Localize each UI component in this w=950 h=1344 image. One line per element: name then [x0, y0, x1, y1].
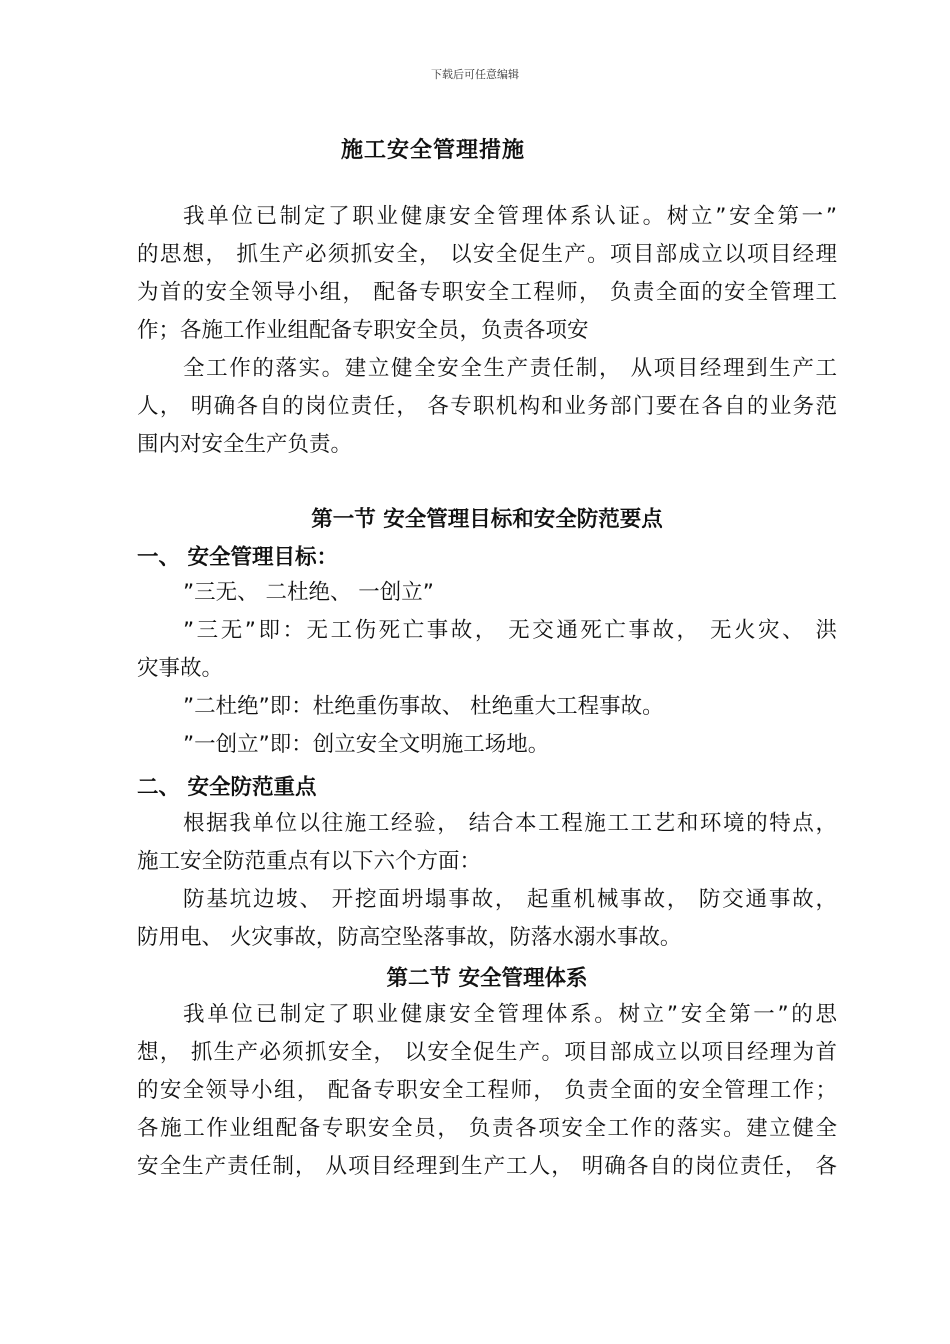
- document-title: 施工安全管理措施: [340, 138, 525, 163]
- goal-line: ”三无”即：无工伤死亡事故， 无交通死亡事故， 无火灾、 洪: [183, 618, 837, 643]
- section2-line: 的安全领导小组， 配备专职安全工程师， 负责全面的安全管理工作；: [137, 1078, 837, 1103]
- section1-title: 第一节 安全管理目标和安全防范要点: [311, 507, 663, 532]
- intro-line: 作；各施工作业组配备专职安全员，负责各项安: [137, 318, 589, 343]
- section2-line: 我单位已制定了职业健康安全管理体系。树立”安全第一”的思: [183, 1002, 837, 1027]
- intro-line: 全工作的落实。建立健全安全生产责任制， 从项目经理到生产工: [183, 356, 837, 381]
- intro-line: 围内对安全生产负责。: [137, 432, 353, 457]
- goal-line: ”二杜绝”即：杜绝重伤事故、 杜绝重大工程事故。: [183, 694, 664, 719]
- focus-paragraph: [137, 805, 837, 957]
- section2-line: 各施工作业组配备专职安全员， 负责各项安全工作的落实。建立健全: [137, 1116, 837, 1141]
- goal-line: 灾事故。: [137, 656, 224, 681]
- focus-line: 根据我单位以往施工经验， 结合本工程施工工艺和环境的特点，: [183, 811, 837, 836]
- intro-line: 人， 明确各自的岗位责任， 各专职机构和业务部门要在各自的业务范: [137, 394, 837, 419]
- intro-line: 的思想， 抓生产必须抓安全， 以安全促生产。项目部成立以项目经理: [137, 242, 837, 267]
- focus-line: 施工安全防范重点有以下六个方面：: [137, 849, 482, 874]
- focus-line: 防基坑边坡、 开挖面坍塌事故， 起重机械事故， 防交通事故，: [183, 887, 837, 912]
- goals-list: [137, 574, 837, 764]
- section2-title: 第二节 安全管理体系: [386, 966, 588, 991]
- section1-heading-goals: 一、 安全管理目标：: [137, 545, 338, 570]
- intro-line: 为首的安全领导小组， 配备专职安全工程师， 负责全面的安全管理工: [137, 280, 837, 305]
- focus-line: 防用电、 火灾事故，防高空坠落事故，防落水溺水事故。: [137, 925, 682, 950]
- header-note: 下载后可任意编辑: [431, 68, 519, 81]
- section2-paragraph: [137, 996, 837, 1186]
- section2-line: 想， 抓生产必须抓安全， 以安全促生产。项目部成立以项目经理为首: [137, 1040, 837, 1065]
- intro-line: 我单位已制定了职业健康安全管理体系认证。树立”安全第一”: [183, 204, 837, 229]
- intro-paragraph: [137, 198, 837, 464]
- section2-line: 安全生产责任制， 从项目经理到生产工人， 明确各自的岗位责任， 各: [137, 1154, 837, 1179]
- goal-line: ”一创立”即：创立安全文明施工场地。: [183, 732, 550, 757]
- section1-heading-focus: 二、 安全防范重点: [137, 775, 317, 800]
- goal-line: ”三无、 二杜绝、 一创立”: [183, 580, 434, 605]
